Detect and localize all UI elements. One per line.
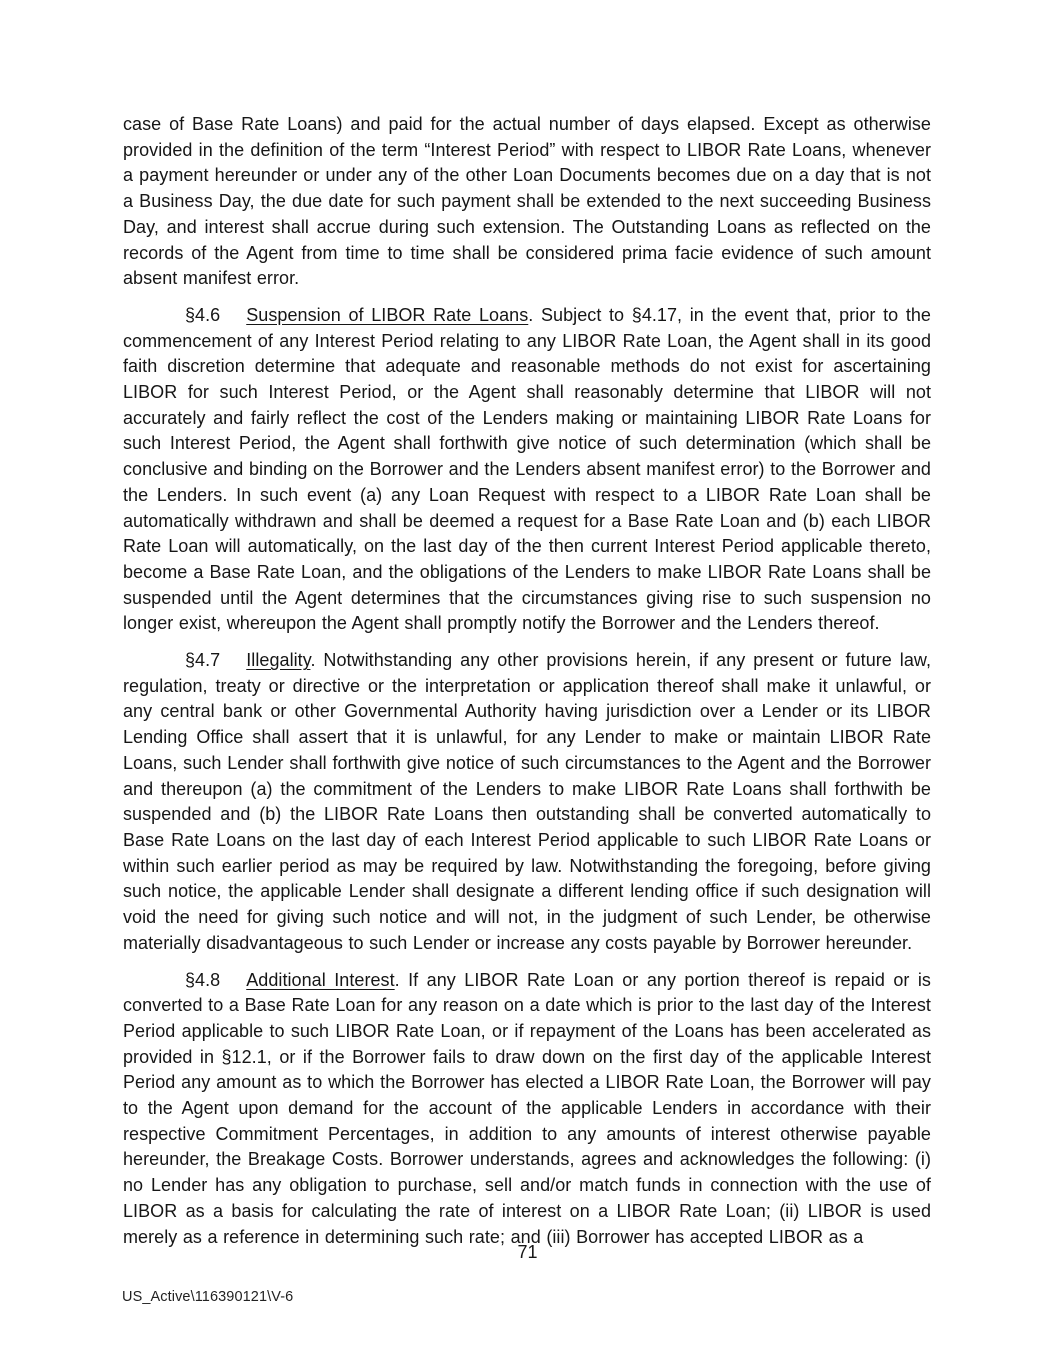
continuation-paragraph: case of Base Rate Loans) and paid for the actual number of days elapsed. Except as otherwise provided in the definition of the term “Interest Period” with respect to LIBOR Rate Loans, whenever a payment hereunder or under any of the other Loan Documents becomes due on a day that is not a Business Day, the due date for such payment shall be extended to the next succeeding Business Day, and interest shall accrue during such extension. The Outstanding Loans as reflected on the records of the Agent from time to time shall be considered prima facie evidence of such amount absent manifest error. xyxy=(123,114,931,289)
section-4-7-number: §4.7 xyxy=(185,650,221,671)
section-4-7-body: . Notwithstanding any other provisions herein, if any present or future law, regulation, treaty or directive or the interpretation or application thereof shall make it unlawful, or any central bank or other Governmental Authority having jurisdiction over a Lender or its LIBOR Lending Office shall assert that it is unlawful, for any Lender to make or maintain LIBOR Rate Loans, such Lender shall forthwith give notice of such circumstances to the Agent and the Borrower and thereupon (a) the commitment of the Lenders to make LIBOR Rate Loans shall forthwith be suspended and (b) the LIBOR Rate Loans then outstanding shall be converted automatically to Base Rate Loans on the last day of each Interest Period applicable to such LIBOR Rate Loans or within such earlier period as may be required by law. Notwithstanding the foregoing, before giving such notice, the applicable Lender shall designate a different lending office if such designation will void the need for giving such notice and will not, in the judgment of such Lender, be otherwise materially disadvantageous to such Lender or increase any costs payable by Borrower hereunder. xyxy=(123,650,931,953)
page-content xyxy=(123,112,931,1261)
section-4-6-title: Suspension of LIBOR Rate Loans xyxy=(246,304,529,325)
section-4-6-number: §4.6 xyxy=(185,304,221,325)
page-number: 71 xyxy=(517,1242,538,1262)
document-id-footer: US_Active\116390121\V-6 xyxy=(122,1289,294,1305)
section-4-8-title: Additional Interest xyxy=(246,969,395,990)
section-4-8-paragraph xyxy=(123,968,931,1251)
section-4-8-body: . If any LIBOR Rate Loan or any portion thereof is repaid or is converted to a Base Rate Loan for any reason on a date which is prior to the last day of the Interest Period applicable to such LIBOR Rate Loan, or if repayment of the Loans has been accelerated as provided in §12.1, or if the Borrower fails to draw down on the first day of the applicable Interest Period any amount as to which the Borrower has elected a LIBOR Rate Loan, the Borrower will pay to the Agent upon demand for the account of the applicable Lenders in accordance with their respective Commitment Percentages, in addition to any amounts of interest otherwise payable hereunder, the Breakage Costs. Borrower understands, agrees and acknowledges the following: (i) no Lender has any obligation to purchase, sell and/or match funds in connection with the use of LIBOR as a basis for calculating the rate of interest on a LIBOR Rate Loan; (ii) LIBOR is used merely as a reference in determining such rate; and (iii) Borrower has accepted LIBOR as a xyxy=(123,969,931,1247)
section-4-7-title: Illegality xyxy=(246,650,311,671)
section-4-6-body: . Subject to §4.17, in the event that, prior to the commencement of any Interest Period relating to any LIBOR Rate Loan, the Agent shall in its good faith discretion determine that adequate and reasonable methods do not exist for ascertaining LIBOR for such Interest Period, or the Agent shall reasonably determine that LIBOR will not accurately and fairly reflect the cost of the Lenders making or maintaining LIBOR Rate Loans for such Interest Period, the Agent shall forthwith give notice of such determination (which shall be conclusive and binding on the Borrower and the Lenders absent manifest error) to the Borrower and the Lenders. In such event (a) any Loan Request with respect to a LIBOR Rate Loan shall be automatically withdrawn and shall be deemed a request for a Base Rate Loan and (b) each LIBOR Rate Loan will automatically, on the last day of the then current Interest Period applicable thereto, become a Base Rate Loan, and the obligations of the Lenders to make LIBOR Rate Loans shall be suspended until the Agent determines that the circumstances giving rise to such suspension no longer exist, whereupon the Agent shall promptly notify the Borrower and the Lenders thereof. xyxy=(123,304,931,634)
section-4-8-number: §4.8 xyxy=(185,969,221,990)
section-4-6-paragraph xyxy=(123,303,931,637)
section-4-7-paragraph xyxy=(123,648,931,956)
